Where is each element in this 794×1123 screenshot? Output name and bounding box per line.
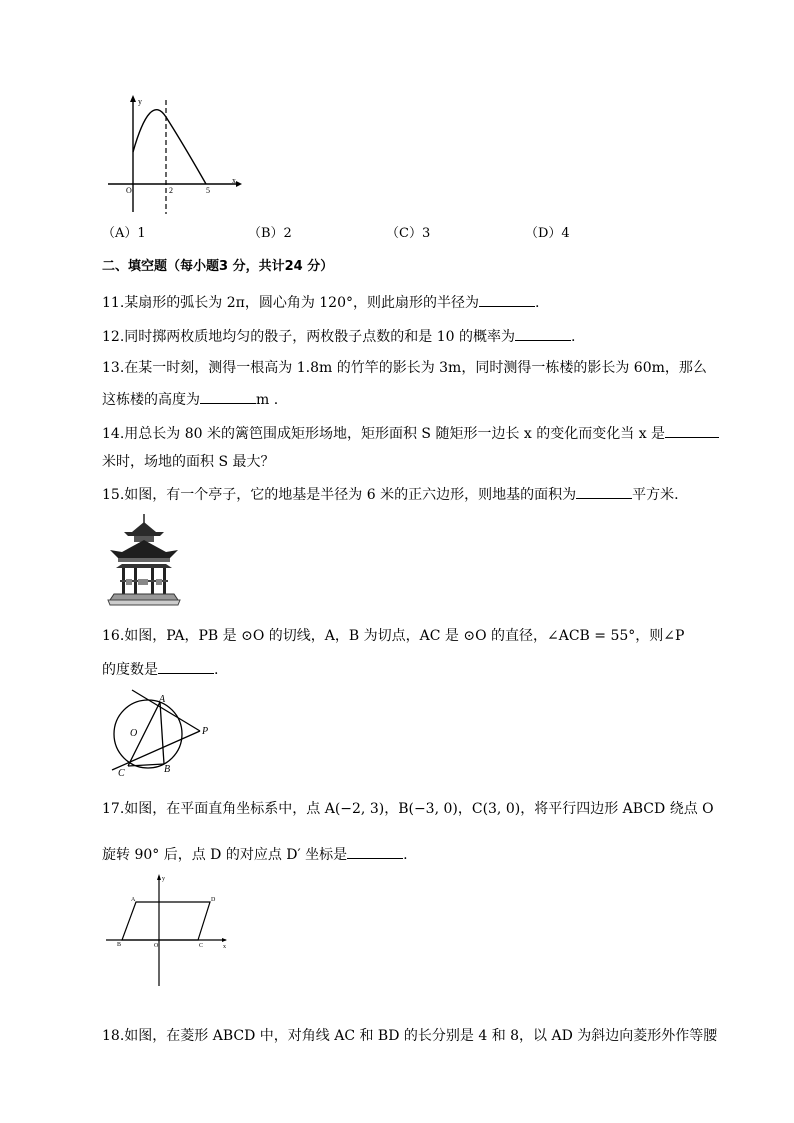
question-17-line2: 旋转 90° 后，点 D 的对应点 D′ 坐标是 . [102, 844, 408, 865]
fig17-label-c: C [199, 943, 204, 949]
question-17-line1: 17.如图，在平面直角坐标系中，点 A(−2, 3)，B(−3, 0)，C(3, 0)，将平行四边形 ABCD 绕点 O [102, 801, 714, 817]
answer-blank-17[interactable] [347, 844, 403, 859]
question-13-line1: 13.在某一时刻，测得一根高为 1.8m 的竹竿的影长为 3m，同时测得一栋楼的影长为 60m，那么 [102, 360, 707, 376]
parallelogram-figure [104, 872, 228, 988]
answer-blank-11[interactable] [479, 292, 535, 307]
circle-tangent-figure [104, 688, 216, 780]
fig17-label-o: O [154, 943, 159, 949]
fig17-label-y: y [162, 876, 165, 882]
fig17-label-x: x [223, 944, 226, 950]
fig16-label-c: C [118, 768, 125, 779]
answer-blank-16[interactable] [158, 659, 214, 674]
question-14-line2: 米时，场地的面积 S 最大？ [102, 454, 275, 470]
question-12: 12.同时掷两枚质地均匀的骰子，两枚骰子点数的和是 10 的概率为 . [102, 326, 575, 347]
question-16-line1: 16.如图，PA，PB 是 ⊙O 的切线，A，B 为切点，AC 是 ⊙O 的直径，∠ACB = 55°，则∠P [102, 628, 685, 644]
fig16-label-b: B [164, 764, 171, 775]
answer-blank-13[interactable] [200, 389, 256, 404]
fig17-label-d: D [211, 897, 216, 903]
question-13-line2: 这栋楼的高度为 m . [102, 389, 278, 410]
option-b: （B）2 [248, 226, 292, 241]
question-15: 15.如图，有一个亭子，它的地基是半径为 6 米的正六边形，则地基的面积为 平方米. [102, 484, 679, 505]
fig17-label-a: A [131, 897, 136, 903]
question-11: 11.某扇形的弧长为 2π，圆心角为 120°，则此扇形的半径为 . [102, 292, 539, 313]
option-c: （C）3 [386, 226, 431, 241]
question-16-line2: 的度数是 . [102, 659, 218, 680]
fig16-label-a: A [159, 694, 166, 705]
fig17-label-b: B [117, 942, 122, 948]
graph-y-label: y [138, 97, 142, 106]
question-18-line1: 18.如图，在菱形 ABCD 中，对角线 AC 和 BD 的长分别是 4 和 8，以 AD 为斜边向菱形外作等腰 [102, 1028, 718, 1044]
pavilion-image [104, 512, 184, 608]
answer-blank-15[interactable] [576, 484, 632, 499]
answer-blank-14[interactable] [665, 423, 719, 438]
answer-blank-12[interactable] [515, 326, 571, 341]
parabola-graph [100, 92, 250, 216]
option-d: （D）4 [525, 226, 570, 241]
section-title: 二、填空题（每小题3 分，共计24 分） [102, 259, 334, 274]
option-a: （A）1 [102, 226, 146, 241]
fig16-label-p: P [202, 726, 209, 737]
graph-tick-5: 5 [206, 186, 210, 195]
graph-x-label: x [232, 176, 236, 185]
graph-tick-2: 2 [169, 186, 173, 195]
question-14-line1: 14.用总长为 80 米的篱笆围成矩形场地，矩形面积 S 随矩形一边长 x 的变化而变化当 x 是 [102, 423, 719, 444]
fig16-label-o: O [130, 728, 138, 739]
graph-origin-label: O [126, 186, 132, 195]
